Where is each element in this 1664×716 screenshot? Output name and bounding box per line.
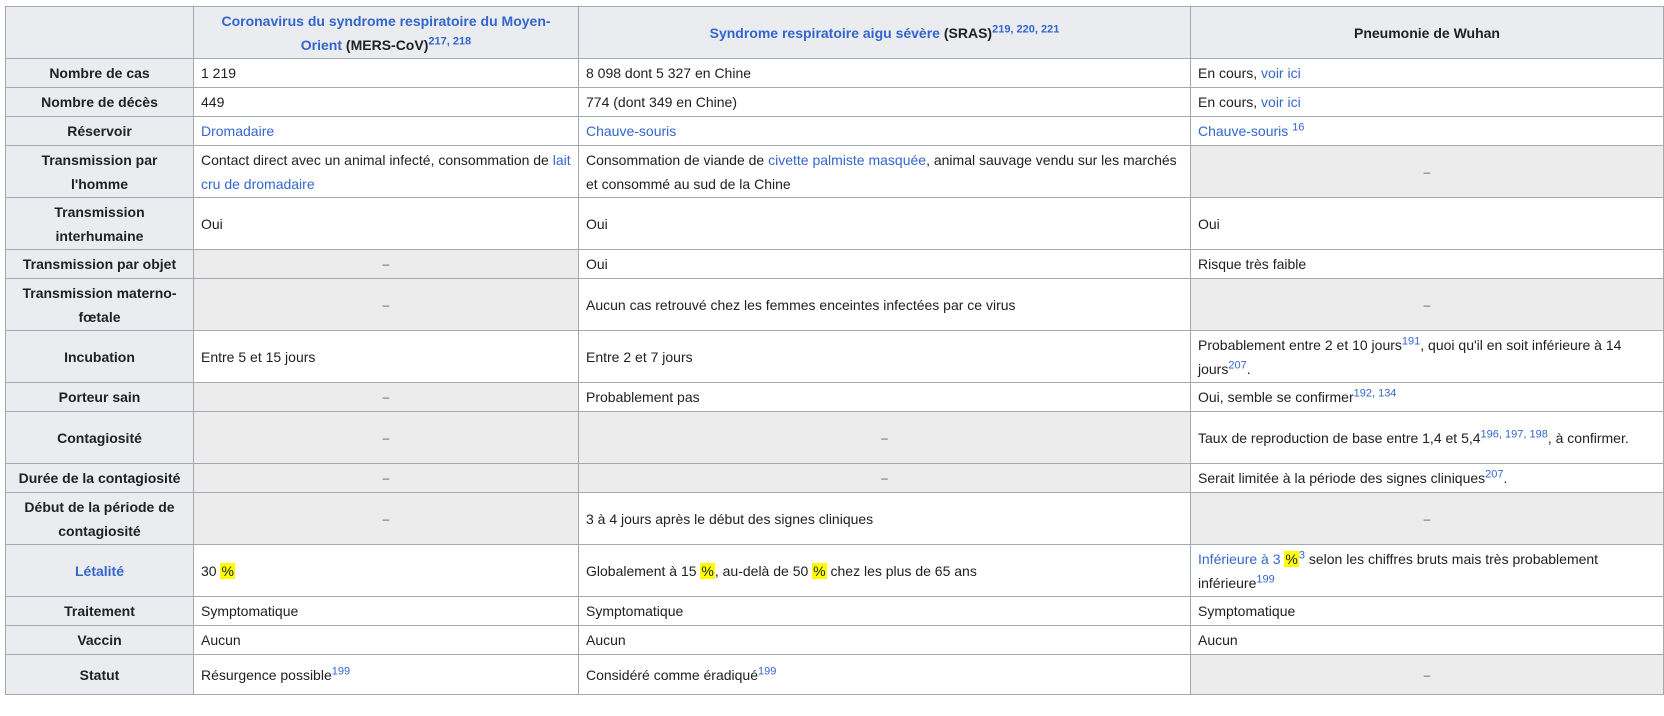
civette-link[interactable]: civette palmiste masquée (768, 151, 927, 168)
cell-mers (194, 655, 579, 695)
mers-abbrev: (MERS-CoV) (342, 36, 429, 53)
percent-highlight: % (221, 562, 234, 579)
cell-mers-na: – (194, 383, 579, 412)
row-label: Traitement (6, 597, 194, 626)
row-vaccin (6, 626, 1664, 655)
cell-sras: Aucun cas retrouvé chez les femmes enceintes infectées par ce virus (579, 279, 1191, 331)
cell-text: Oui, semble se confirmer (1198, 389, 1354, 405)
sras-abbrev: (SRAS) (939, 24, 993, 41)
row-label: Nombre de décès (6, 88, 194, 117)
row-label: Incubation (6, 331, 194, 383)
row-objet (6, 250, 1664, 279)
ref-sup[interactable]: 199 (331, 664, 351, 677)
header-row (6, 7, 1664, 59)
cell-wuhan (1191, 59, 1664, 88)
cell-wuhan: Aucun (1191, 626, 1664, 655)
row-letalite (6, 545, 1664, 597)
voir-ici-link[interactable]: voir ici (1261, 65, 1301, 81)
cell-wuhan: Risque très faible (1191, 250, 1664, 279)
cell-text: . (1503, 470, 1508, 486)
cell-mers: 449 (194, 88, 579, 117)
cell-text: Résurgence possible (201, 666, 332, 683)
row-label: Vaccin (6, 626, 194, 655)
cell-mers-na: – (194, 493, 579, 545)
ref-sup[interactable]: 199 (757, 664, 777, 677)
cell-wuhan-na: – (1191, 279, 1664, 331)
cell-wuhan-na: – (1191, 493, 1664, 545)
cell-text: En cours, (1198, 94, 1262, 110)
row-nombre-cas (6, 59, 1664, 88)
percent-highlight: % (1285, 550, 1298, 567)
cell-mers-na: – (194, 279, 579, 331)
cell-text: , animal sauvage vendu sur les marchés et consommé au sud de la Chine (586, 151, 1177, 192)
row-label: Porteur sain (6, 383, 194, 412)
header-wuhan: Pneumonie de Wuhan (1191, 7, 1664, 59)
sras-link[interactable]: Syndrome respiratoire aigu sévère (709, 24, 940, 41)
row-label: Statut (6, 655, 194, 695)
cell-sras (579, 545, 1191, 597)
cell-sras: Aucun (579, 626, 1191, 655)
letalite-link[interactable]: Létalité (74, 562, 124, 579)
row-contagiosite (6, 412, 1664, 464)
ref-sup[interactable]: 207 (1228, 358, 1247, 371)
sras-refs[interactable]: 219, 220, 221 (992, 22, 1060, 35)
cell-wuhan (1191, 88, 1664, 117)
cell-text: chez les plus de 65 ans (826, 562, 977, 579)
cell-text: Probablement entre 2 et 10 jours (1198, 336, 1402, 353)
row-label: Transmission interhumaine (6, 198, 194, 250)
cell-sras-na: – (579, 412, 1191, 464)
row-interhumaine (6, 198, 1664, 250)
cell-wuhan-na: – (1191, 655, 1664, 695)
row-label: Début de la période de contagiosité (6, 493, 194, 545)
cell-text: En cours, (1198, 65, 1262, 81)
row-label: Nombre de cas (6, 59, 194, 88)
cell-wuhan (1191, 117, 1664, 146)
cell-sras-na: – (579, 464, 1191, 493)
row-statut (6, 655, 1664, 695)
cell-sras: Symptomatique (579, 597, 1191, 626)
ref-sup[interactable]: 192, 134 (1353, 387, 1397, 400)
cell-text: Serait limitée à la période des signes cliniques (1198, 470, 1486, 486)
header-sras (579, 7, 1191, 59)
cell-sras: 8 098 dont 5 327 en Chine (579, 59, 1191, 88)
row-duree-contagiosite (6, 464, 1664, 493)
cell-sras (579, 146, 1191, 198)
cell-text: , au-delà de 50 (714, 562, 813, 579)
row-label (6, 545, 194, 597)
chauve-souris-link[interactable]: Chauve-souris (586, 123, 677, 139)
row-label: Transmission par objet (6, 250, 194, 279)
ref-sup[interactable]: 199 (1256, 572, 1275, 585)
lait-cru-link[interactable]: lait cru de dromadaire (201, 151, 571, 192)
inferieure-link[interactable]: Inférieure à 3 (1198, 550, 1285, 567)
row-nombre-deces (6, 88, 1664, 117)
cell-text: selon les chiffres bruts mais très probablement inférieure (1198, 550, 1599, 591)
cell-sras: 3 à 4 jours après le début des signes cliniques (579, 493, 1191, 545)
cell-mers-na: – (194, 250, 579, 279)
mers-link[interactable]: Coronavirus du syndrome respiratoire du Moyen-Orient (221, 12, 551, 53)
percent-highlight: % (701, 562, 714, 579)
cell-wuhan (1191, 331, 1664, 383)
row-label: Durée de la contagiosité (6, 464, 194, 493)
cell-wuhan (1191, 464, 1664, 493)
ref-sup[interactable]: 207 (1485, 468, 1504, 481)
cell-mers: Entre 5 et 15 jours (194, 331, 579, 383)
cell-text: , quoi qu'il en soit inférieure à 14 jours (1198, 336, 1622, 377)
cell-sras: Oui (579, 250, 1191, 279)
cell-text: Globalement à 15 (586, 562, 701, 579)
ref-sup[interactable]: 191 (1401, 334, 1421, 347)
cell-mers-na: – (194, 464, 579, 493)
cell-text: Taux de reproduction de base entre 1,4 et 5,4 (1198, 429, 1481, 446)
row-traitement (6, 597, 1664, 626)
ref-sup[interactable]: 3 (1298, 548, 1305, 561)
cell-mers (194, 117, 579, 146)
cell-text: Considéré comme éradiqué (586, 666, 758, 683)
cell-text: Contact direct avec un animal infecté, consommation de (201, 151, 553, 168)
cell-sras: Oui (579, 198, 1191, 250)
row-incubation (6, 331, 1664, 383)
row-label: Transmission materno-fœtale (6, 279, 194, 331)
row-reservoir (6, 117, 1664, 146)
cell-text: Consommation de viande de (586, 151, 769, 168)
cell-mers-na: – (194, 412, 579, 464)
mers-refs[interactable]: 217, 218 (428, 34, 472, 47)
row-porteur-sain (6, 383, 1664, 412)
dromadaire-link[interactable]: Dromadaire (201, 123, 275, 139)
row-label: Transmission par l'homme (6, 146, 194, 198)
cell-wuhan (1191, 545, 1664, 597)
cell-sras (579, 117, 1191, 146)
cell-sras: 774 (dont 349 en Chine) (579, 88, 1191, 117)
ref-sup[interactable]: 16 (1292, 121, 1305, 134)
cell-mers: Symptomatique (194, 597, 579, 626)
percent-highlight: % (813, 562, 826, 579)
cell-text: . (1246, 360, 1251, 377)
cell-wuhan: Oui (1191, 198, 1664, 250)
header-mers (194, 7, 579, 59)
cell-wuhan-na: – (1191, 146, 1664, 198)
cell-wuhan (1191, 412, 1664, 464)
comparison-table (5, 6, 1664, 695)
cell-mers (194, 545, 579, 597)
cell-sras (579, 655, 1191, 695)
header-empty-cell (6, 7, 194, 59)
voir-ici-link[interactable]: voir ici (1261, 94, 1301, 110)
row-materno-foetale (6, 279, 1664, 331)
row-transmission-homme (6, 146, 1664, 198)
row-debut-contagiosite (6, 493, 1664, 545)
cell-mers (194, 146, 579, 198)
cell-sras: Probablement pas (579, 383, 1191, 412)
ref-sup[interactable]: 196, 197, 198 (1480, 427, 1548, 440)
cell-text: , à confirmer. (1547, 429, 1629, 446)
cell-wuhan: Symptomatique (1191, 597, 1664, 626)
row-label: Contagiosité (6, 412, 194, 464)
cell-wuhan (1191, 383, 1664, 412)
row-label: Réservoir (6, 117, 194, 146)
chauve-souris-link[interactable]: Chauve-souris (1198, 123, 1289, 139)
cell-sras: Entre 2 et 7 jours (579, 331, 1191, 383)
cell-mers: Oui (194, 198, 579, 250)
cell-text: 30 (201, 562, 221, 579)
cell-mers: Aucun (194, 626, 579, 655)
cell-mers: 1 219 (194, 59, 579, 88)
